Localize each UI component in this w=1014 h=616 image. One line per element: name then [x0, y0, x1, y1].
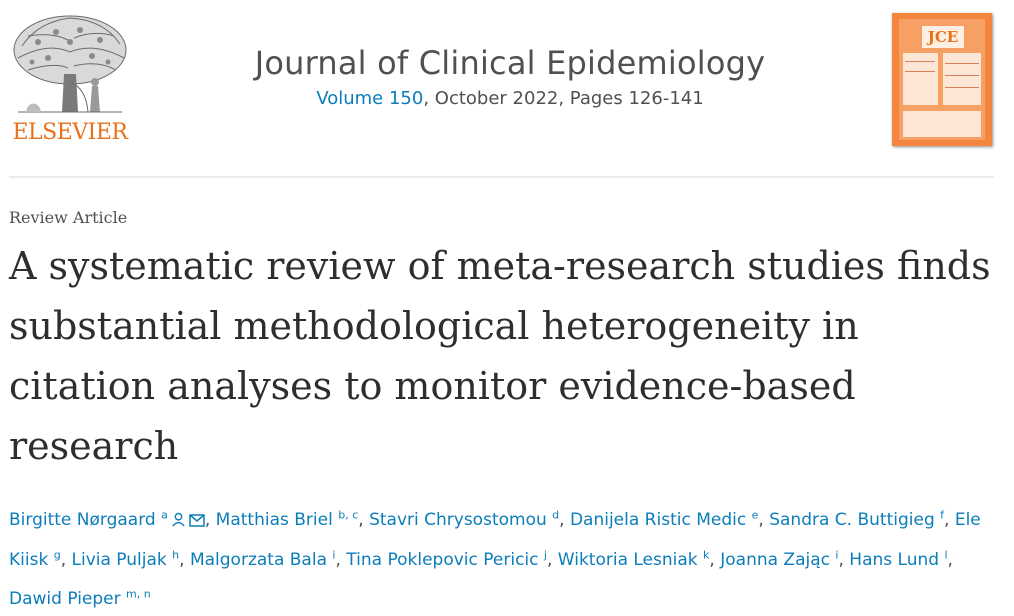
cover-line — [905, 71, 935, 72]
affiliation-marker[interactable]: a — [161, 508, 168, 521]
author-item — [558, 550, 720, 570]
author-item — [769, 510, 955, 530]
author-separator: , — [559, 509, 570, 530]
volume-link[interactable]: Volume 150 — [316, 88, 424, 109]
issue-info — [150, 88, 870, 109]
affiliation-marker[interactable]: i — [835, 548, 839, 562]
author-separator: , — [204, 509, 216, 530]
author-separator: , — [758, 509, 770, 530]
author-item — [216, 510, 369, 530]
affiliation-marker[interactable]: i — [332, 548, 336, 562]
author-item — [369, 510, 570, 530]
affiliation-marker[interactable]: e — [751, 508, 759, 521]
author-separator: , — [335, 550, 347, 571]
affiliation-marker[interactable]: l — [944, 548, 948, 562]
issue-details: , October 2022, Pages 126-141 — [423, 88, 704, 109]
author-name-link[interactable]: Danijela Ristic Medic — [569, 509, 747, 530]
author-separator: , — [838, 550, 850, 571]
author-name-link[interactable]: Sandra C. Buttigieg — [769, 509, 935, 530]
journal-header — [150, 44, 870, 109]
cover-line — [945, 63, 979, 64]
affiliation-marker[interactable]: f — [940, 508, 945, 521]
cover-line — [905, 61, 935, 62]
cover-line — [945, 87, 979, 88]
author-name-link[interactable]: Birgitte Nørgaard — [9, 509, 156, 530]
author-name-link[interactable]: Malgorzata Bala — [189, 550, 327, 571]
author-name-link[interactable]: Hans Lund — [849, 550, 940, 571]
article-title: A systematic review of meta-research studies finds substantial methodological heterogeneity in citation analyses to monitor evidence-based research — [9, 244, 991, 468]
author-item — [9, 510, 216, 530]
author-name-link[interactable]: Joanna Zając — [720, 550, 830, 571]
author-name-link[interactable]: Stavri Chrysostomou — [369, 509, 547, 530]
cover-body — [899, 19, 985, 140]
author-name-link[interactable]: Matthias Briel — [215, 509, 333, 530]
author-item — [346, 550, 558, 570]
author-separator: , — [944, 509, 955, 530]
author-item — [72, 550, 190, 570]
cover-panel — [943, 53, 981, 105]
author-item — [190, 550, 346, 570]
article-type: Review Article — [9, 208, 128, 227]
author-name-link[interactable]: Wiktoria Lesniak — [557, 550, 698, 571]
author-separator: , — [546, 550, 558, 571]
author-item — [570, 510, 769, 530]
affiliation-marker[interactable]: k — [703, 548, 710, 562]
affiliation-marker[interactable]: j — [543, 548, 547, 562]
affiliation-marker[interactable]: h — [172, 548, 180, 562]
affiliation-marker[interactable]: b, c — [338, 508, 359, 521]
author-item — [9, 589, 151, 609]
affiliation-marker[interactable]: d — [552, 508, 560, 521]
author-separator: , — [60, 550, 72, 571]
elsevier-tree-icon — [8, 12, 132, 120]
author-separator: , — [358, 509, 370, 530]
author-item — [849, 550, 953, 570]
author-item — [720, 550, 849, 570]
author-name-link[interactable]: Dawid Pieper — [9, 588, 121, 609]
author-separator: , — [179, 550, 190, 571]
journal-cover-image[interactable] — [892, 13, 992, 146]
author-separator: , — [709, 550, 721, 571]
cover-panel — [903, 111, 981, 137]
affiliation-marker[interactable]: m, n — [126, 587, 151, 601]
journal-title-link[interactable]: Journal of Clinical Epidemiology — [254, 44, 766, 82]
author-name-link[interactable]: Tina Poklepovic Pericic — [346, 550, 539, 571]
publisher-name: ELSEVIER — [12, 120, 128, 145]
header-divider — [9, 176, 994, 178]
elsevier-logo[interactable] — [8, 12, 132, 152]
cover-abbrev: JCE — [922, 26, 964, 48]
cover-line — [945, 75, 979, 76]
affiliation-marker[interactable]: g — [53, 548, 61, 562]
author-name-link[interactable]: Ele Kiisk — [9, 509, 981, 571]
envelope-icon[interactable] — [189, 506, 205, 539]
author-name-link[interactable]: Livia Puljak — [71, 550, 167, 571]
author-separator: , — [947, 550, 953, 571]
person-icon[interactable] — [171, 506, 186, 539]
author-list — [9, 498, 1004, 616]
